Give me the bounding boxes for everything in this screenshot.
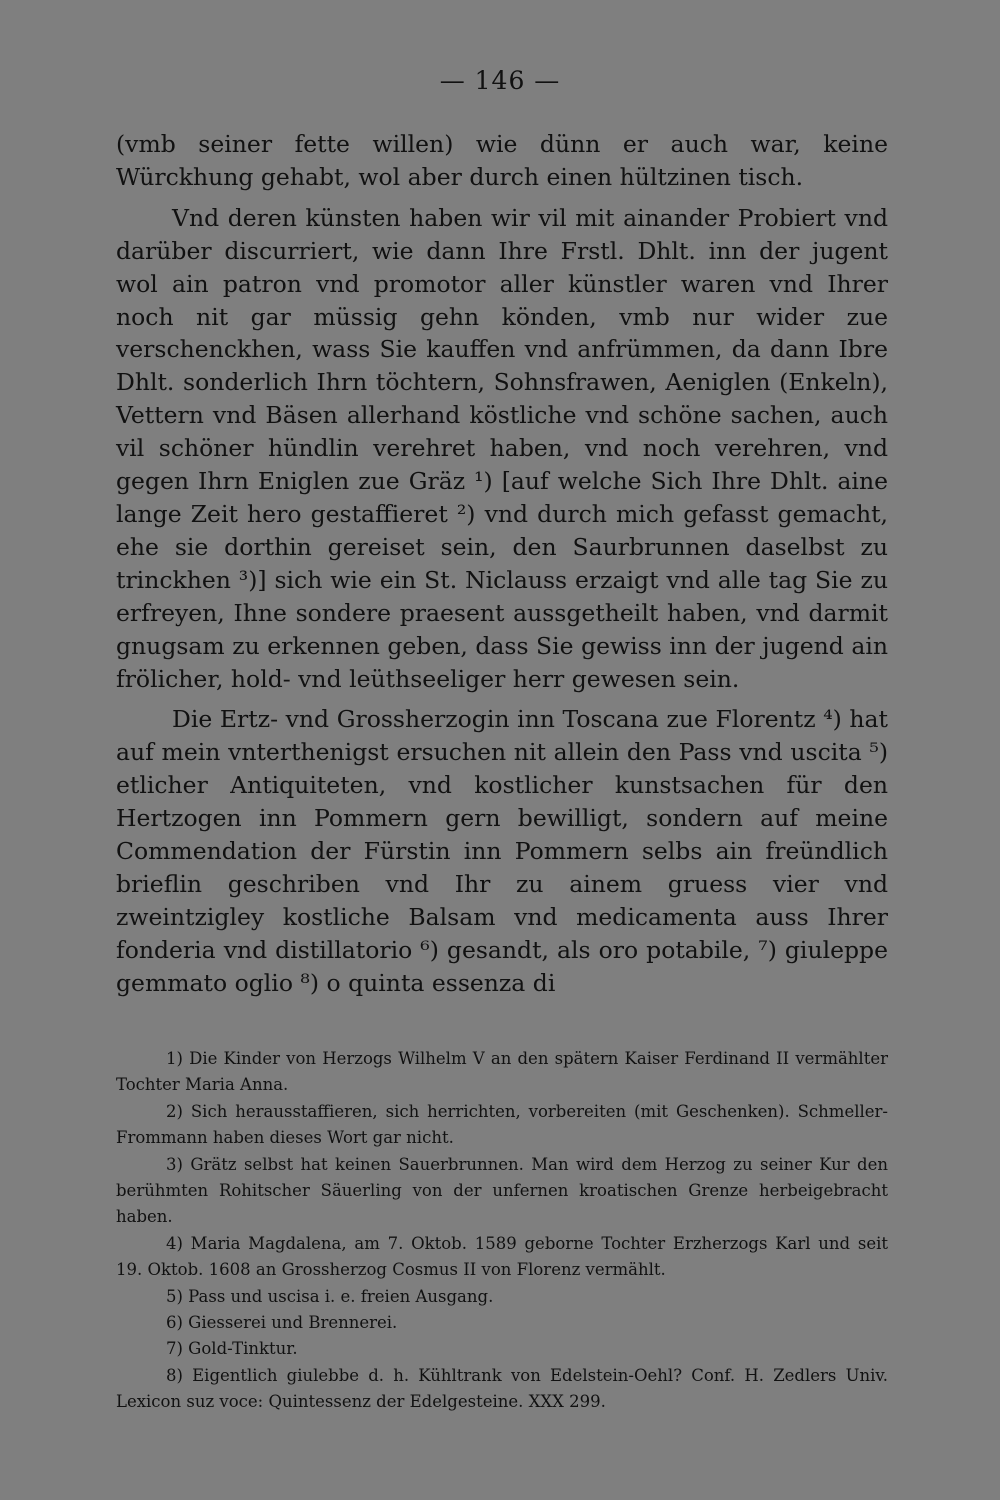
paragraph-3: Die Ertz- vnd Grossherzogin inn Toscana zue Florentz ⁴) hat auf mein vnterthenigst ersuchen nit allein den Pass vnd uscita ⁵) etlicher Antiquiteten, vnd kostlicher kunstsachen für den Hertzogen inn Pommern gern bewilligt, sondern auf meine Commendation der Fürstin inn Pommern selbs ain freündlich brieflin geschriben vnd Ihr zu ainem gruess vier vnd zweintzigley kostliche Balsam vnd medicamenta auss Ihrer fonderia vnd distillatorio ⁶) gesandt, als oro potabile, ⁷) giuleppe gemmato oglio ⁸) o quinta essenza di — [116, 705, 888, 997]
footnote-1: 1) Die Kinder von Herzogs Wilhelm V an den spätern Kaiser Ferdinand II vermählter Tochter Maria Anna. — [116, 1049, 888, 1095]
paragraph-2: Vnd deren künsten haben wir vil mit ainander Probiert vnd darüber discurriert, wie dann Ihre Frstl. Dhlt. inn der jugent wol ain patron vnd promotor aller künstler waren vnd Ihrer noch nit gar müssig gehn könden, vmb nur wider zue verschenckhen, wass Sie kauffen vnd anfrümmen, da dann Ibre Dhlt. sonderlich Ihrn töchtern, Sohnsfrawen, Aeniglen (Enkeln), Vettern vnd Bäsen allerhand köstliche vnd schöne sachen, auch vil schöner hündlin verehret haben, vnd noch verehren, vnd gegen Ihrn Eniglen zue Gräz ¹) [auf welche Sich Ihre Dhlt. aine lange Zeit hero gestaffieret ²) vnd durch mich gefasst gemacht, ehe sie dorthin gereiset sein, den Saurbrunnen daselbst zu trinckhen ³)] sich wie ein St. Niclauss erzaigt vnd alle tag Sie zu erfreyen, Ihne sondere praesent aussgetheilt haben, vnd darmit gnugsam zu erkennen geben, dass Sie gewiss inn der jugend ain frölicher, hold- vnd leüthseeliger herr gewesen sein. — [116, 203, 888, 693]
footnote-6: 6) Giesserei und Brennerei. — [166, 1313, 398, 1333]
footnote-5: 5) Pass und uscisa i. e. freien Ausgang. — [166, 1286, 494, 1306]
footnote-3: 3) Grätz selbst hat keinen Sauerbrunnen. Man wird dem Herzog zu seiner Kur den berühmten Rohitscher Säuerling von der unfernen kroatischen Grenze herbeigebracht haben. — [116, 1154, 888, 1227]
footnotes — [116, 1046, 888, 1416]
footnote-8: 8) Eigentlich giulebbe d. h. Kühltrank von Edelstein-Oehl? Conf. H. Zedlers Univ. Lexicon suz voce: Quintessenz der Edelgesteine. XXX 299. — [116, 1365, 888, 1412]
footnote-2: 2) Sich herausstaffieren, sich herrichten, vorbereiten (mit Geschenken). Schmeller-Frommann haben dieses Wort gar nicht. — [116, 1101, 888, 1148]
paragraph-1: (vmb seiner fette willen) wie dünn er auch war, keine Würckhung gehabt, wol aber durch einen hültzinen tisch. — [116, 130, 888, 191]
footnote-4: 4) Maria Magdalena, am 7. Oktob. 1589 geborne Tochter Erzherzogs Karl und seit 19. Oktob. 1608 an Grossherzog Cosmus II von Florenz vermählt. — [116, 1233, 888, 1280]
page-number: — 146 — — [439, 66, 561, 95]
body-text — [116, 128, 888, 1000]
footnote-7: 7) Gold-Tinktur. — [166, 1339, 298, 1359]
